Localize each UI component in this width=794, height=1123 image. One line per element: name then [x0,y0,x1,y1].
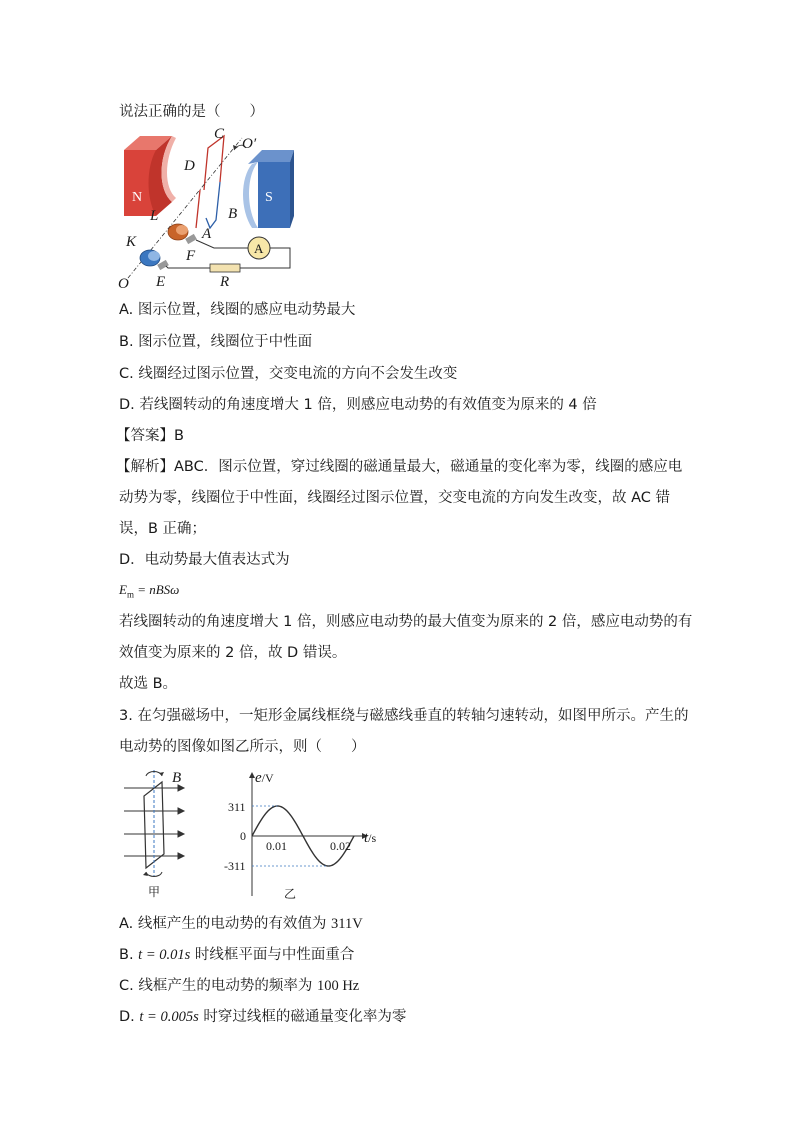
q2-option-b: B. 图示位置，线圈位于中性面 [119,334,313,350]
q3-option-a-value: 311V [331,916,363,932]
q3-option-a: A. 线框产生的电动势的有效值为 311V [119,916,363,932]
figure-yi-chart [222,770,392,910]
label-A: A [202,226,212,242]
q2-analysis-line-5: 若线圈转动的角速度增大 1 倍，则感应电动势的最大值变为原来的 2 倍，感应电动势的有 [119,614,693,630]
jia-caption: 甲 [148,885,161,899]
s-label: S [265,190,273,205]
s-magnet-front [258,162,290,228]
label-C: C [214,126,225,142]
q3-option-b: B. t = 0.01s 时线框平面与中性面重合 [119,947,355,963]
q3-stem-line-1: 3. 在匀强磁场中，一矩形金属线框绕与磁感线垂直的转轴匀速转动，如图甲所示。产生的 [119,708,689,724]
label-R: R [220,274,230,290]
tick-y-min: -311 [224,859,246,873]
coil-bottom [206,182,220,228]
tick-y-max: 311 [228,800,246,814]
q3-option-b-value: t = 0.01s [138,947,191,963]
yi-caption: 乙 [284,887,297,901]
q2-analysis-line-1: 【解析】ABC．图示位置，穿过线圈的磁通量最大，磁通量的变化率为零，线圈的感应电 [116,459,683,475]
q3-option-c: C. 线框产生的电动势的频率为 100 Hz [119,978,360,994]
q2-analysis-line-3: 误，B 正确； [119,521,207,537]
q2-option-a: A. 图示位置，线圈的感应电动势最大 [119,302,356,318]
q3-option-c-value: 100 Hz [316,978,360,994]
q2-analysis-line-6: 效值变为原来的 2 倍，故 D 错误。 [119,645,347,661]
tick-y-zero: 0 [240,829,246,843]
label-L: L [150,208,159,224]
jia-B-label: B [172,770,182,786]
q2-option-c: C. 线圈经过图示位置，交变电流的方向不会发生改变 [119,366,458,382]
q3-option-d-value: t = 0.005s [139,1009,199,1025]
q2-analysis-line-2: 动势为零，线圈位于中性面，线圈经过图示位置，交变电流的方向发生改变，故 AC 错 [119,490,671,506]
resistor-R [210,264,240,272]
q2-analysis-line-7: 故选 B。 [119,676,178,692]
coil-top [204,136,224,190]
n-label: N [132,190,143,205]
q2-analysis-line-4: D．电动势最大值表达式为 [119,552,290,568]
q2-answer: 【答案】B [116,428,184,444]
q2-option-d: D. 若线圈转动的角速度增大 1 倍，则感应电动势的有效值变为原来的 4 倍 [119,397,597,413]
label-F: F [186,248,196,264]
tick-x-001: 0.01 [266,839,287,853]
q3-stem-line-2: 电动势的图像如图乙所示，则（ ） [119,739,366,755]
y-axis-label: e/V [255,770,274,786]
label-E: E [156,274,166,290]
label-D: D [184,158,195,174]
figure-jia [118,768,218,898]
label-K: K [126,234,137,250]
x-axis-label: t/s [364,830,377,846]
q2-stem-tail: 说法正确的是（ ） [119,104,264,120]
q3-option-d: D. t = 0.005s 时穿过线框的磁通量变化率为零 [119,1009,407,1025]
generator-figure [118,126,308,292]
tick-x-002: 0.02 [330,839,351,853]
label-O-prime: O′ [242,136,257,152]
label-O: O [118,276,129,292]
label-B: B [228,206,238,222]
emf-formula: $E_m = nBS\omega$ [119,582,180,600]
ammeter-label: A [254,241,264,256]
